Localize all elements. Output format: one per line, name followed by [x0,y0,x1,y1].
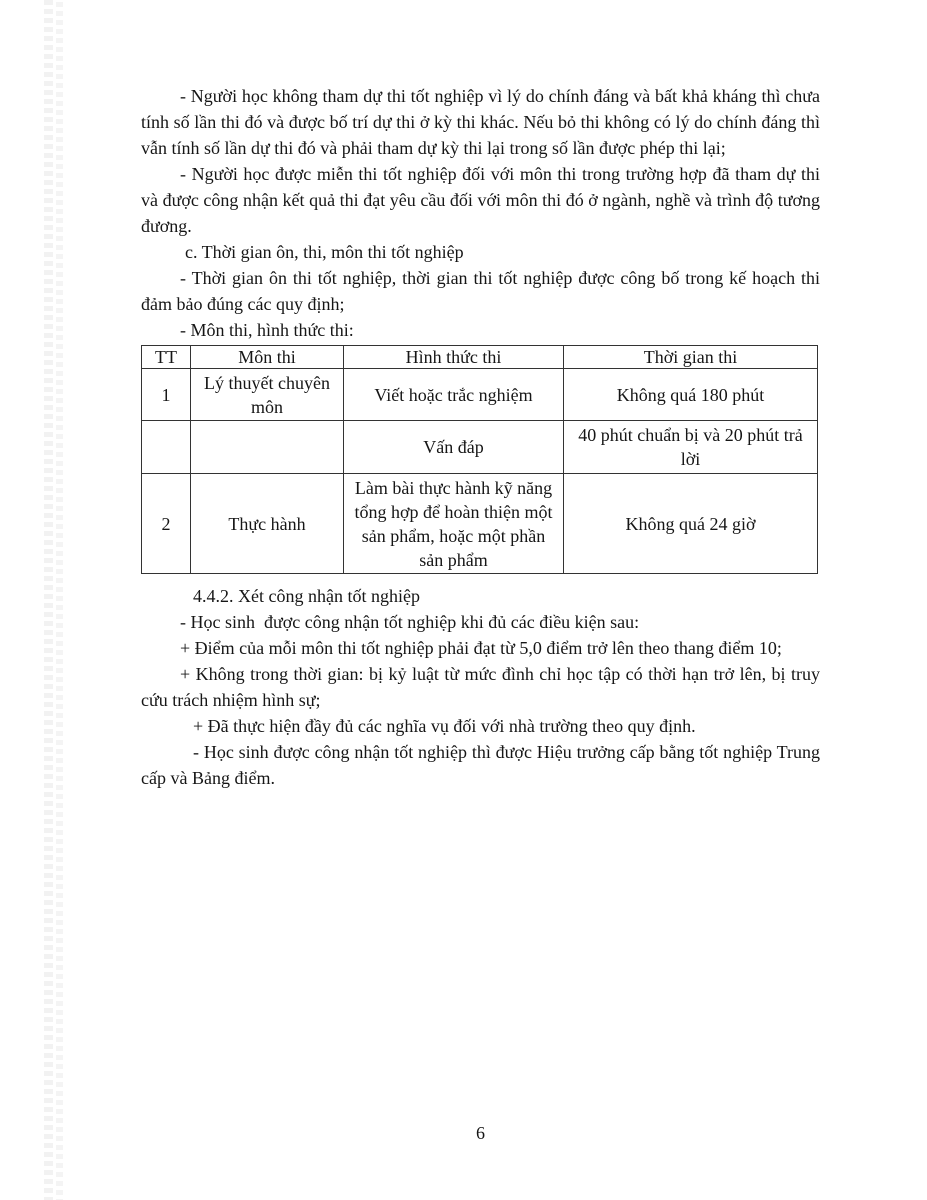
paragraph-condition-obligations: + Đã thực hiện đầy đủ các nghĩa vụ đối với nhà trường theo quy định. [193,716,696,736]
page-body [141,83,825,791]
cell-mon-thi: Lý thuyết chuyên môn [191,369,344,421]
section-heading-4-4-2-graduation-recognition: 4.4.2. Xét công nhận tốt nghiệp [193,586,420,606]
table-header-thoi-gian-thi: Thời gian thi [564,346,818,369]
table-header-row [142,346,818,369]
cell-thoi-gian-thi: Không quá 180 phút [564,369,818,421]
paragraph-exam-subjects-intro: - Môn thi, hình thức thi: [180,320,354,340]
section-4-4-2 [141,583,825,791]
paragraph-graduation-conditions-intro: - Học sinh được công nhận tốt nghiệp khi đủ các điều kiện sau: [180,612,640,632]
cell-mon-thi: Thực hành [191,474,344,574]
table-header-hinh-thuc-thi: Hình thức thi [344,346,564,369]
cell-hinh-thuc-thi: Vấn đáp [344,421,564,474]
cell-thoi-gian-thi: Không quá 24 giờ [564,474,818,574]
cell-hinh-thuc-thi: Làm bài thực hành kỹ năng tổng hợp để hoàn thiện một sản phẩm, hoặc một phần sản phẩm [344,474,564,574]
table-header-mon-thi: Môn thi [191,346,344,369]
page-number: 6 [476,1123,485,1143]
section-heading-c-exam-time: c. Thời gian ôn, thi, môn thi tốt nghiệp [185,242,464,262]
cell-thoi-gian-thi: 40 phút chuẩn bị và 20 phút trả lời [564,421,818,474]
cell-mon-thi [191,421,344,474]
paragraph-exam-exemption-rule: - Người học được miễn thi tốt nghiệp đối với môn thi trong trường hợp đã tham dự thi và được công nhận kết quả thi đạt yêu cầu đối với môn thi đó ở ngành, nghề và trình độ tương đương. [141,164,825,236]
cell-tt: 1 [142,369,191,421]
table-row [142,474,818,574]
paragraph-condition-discipline: + Không trong thời gian: bị kỷ luật từ mức đình chỉ học tập có thời hạn trở lên, bị truy cứu trách nhiệm hình sự; [141,664,825,710]
scan-artifact-left-dash-1 [44,0,53,1200]
paragraph-exam-absence-rule: - Người học không tham dự thi tốt nghiệp vì lý do chính đáng và bất khả kháng thì chưa tính số lần thi đó và được bố trí dự thi ở kỳ thi khác. Nếu bỏ thi không có lý do chính đáng thì vẫn tính số lần dự thi đó và phải tham dự kỳ thi lại trong số lần được phép thi lại; [141,86,825,158]
paragraph-diploma-issuance: - Học sinh được công nhận tốt nghiệp thì được Hiệu trưởng cấp bằng tốt nghiệp Trung cấp và Bảng điểm. [141,742,825,788]
scan-artifact-left-dash-2 [56,0,63,1200]
table-header-tt: TT [142,346,191,369]
exam-subjects-table [141,345,818,574]
table-row [142,369,818,421]
cell-tt: 2 [142,474,191,574]
cell-tt [142,421,191,474]
paragraph-exam-schedule-rule: - Thời gian ôn thi tốt nghiệp, thời gian thi tốt nghiệp được công bố trong kế hoạch thi đảm bảo đúng các quy định; [141,268,825,314]
table-row [142,421,818,474]
paragraph-condition-score: + Điểm của mỗi môn thi tốt nghiệp phải đạt từ 5,0 điểm trở lên theo thang điểm 10; [180,638,782,658]
cell-hinh-thuc-thi: Viết hoặc trắc nghiệm [344,369,564,421]
